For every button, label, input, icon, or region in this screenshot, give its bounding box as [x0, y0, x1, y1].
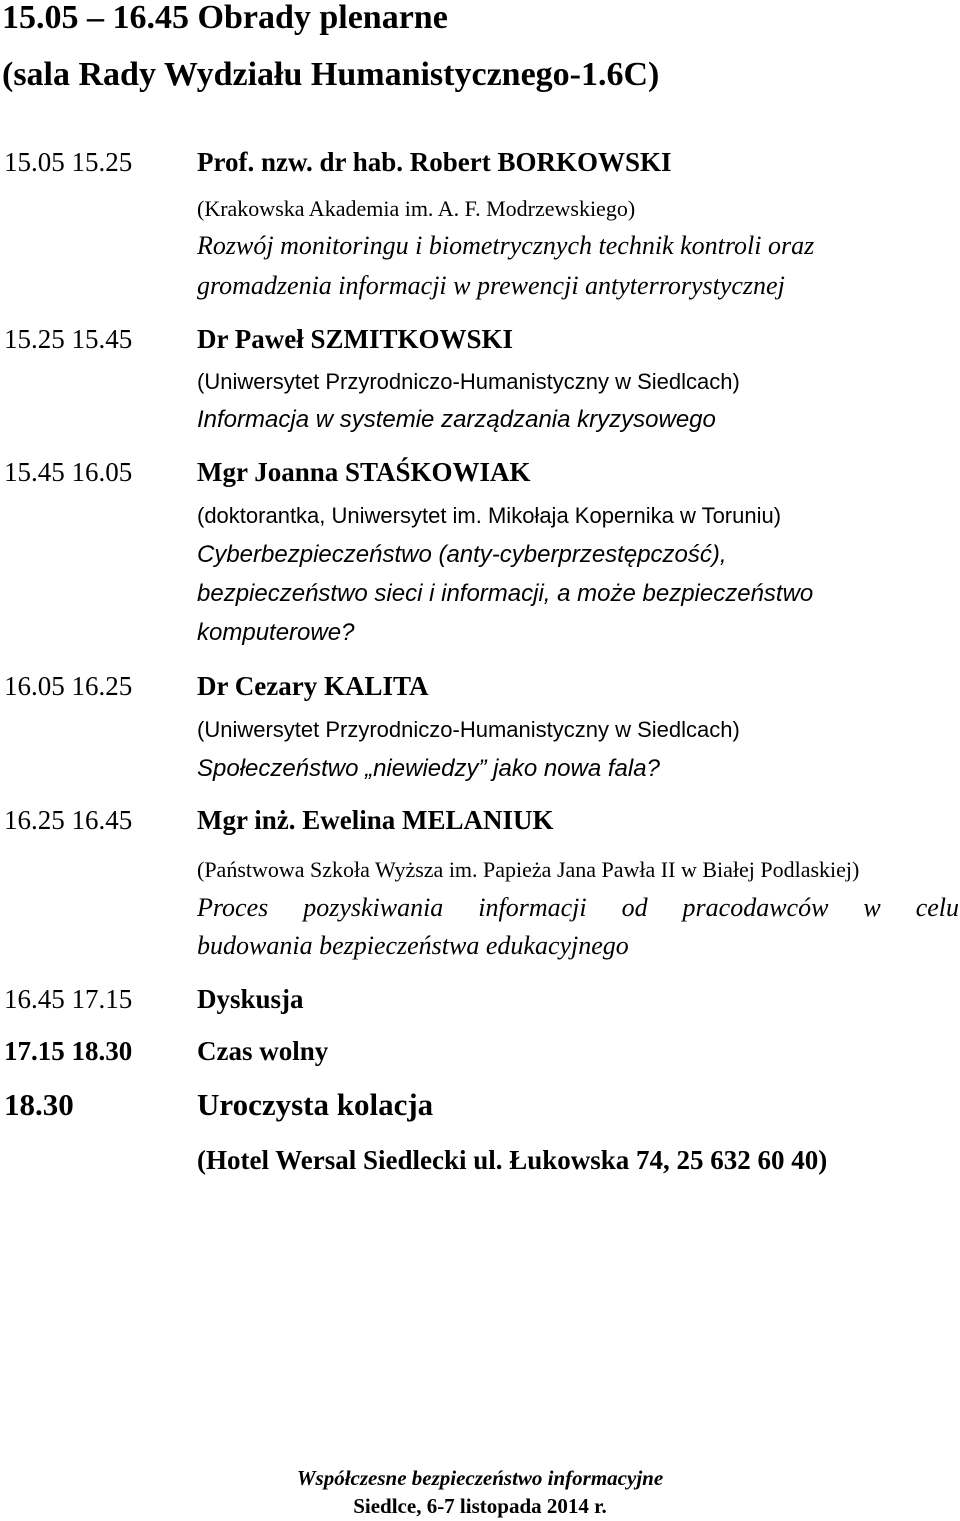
- talk-title-line: komputerowe?: [197, 619, 355, 646]
- session-time: 16.25 16.45: [4, 805, 133, 835]
- talk-title-line: Informacja w systemie zarządzania kryzysowego: [197, 406, 716, 433]
- session-time: 16.45 17.15: [4, 984, 133, 1014]
- session-time: 18.30: [4, 1087, 74, 1122]
- session-time: 16.05 16.25: [4, 671, 133, 701]
- session-heading: 15.05 – 16.45 Obrady plenarne: [2, 0, 448, 36]
- speaker-name: Mgr Joanna STAŚKOWIAK: [197, 457, 531, 487]
- talk-title-line: Proces pozyskiwania informacji od pracodawców w celu: [197, 893, 959, 922]
- speaker-name: Dr Cezary KALITA: [197, 671, 429, 701]
- session-time: 17.15 18.30: [4, 1036, 133, 1066]
- speaker-affiliation: (doktorantka, Uniwersytet im. Mikołaja Kopernika w Toruniu): [197, 503, 782, 528]
- speaker-affiliation: (Uniwersytet Przyrodniczo-Humanistyczny w Siedlcach): [197, 717, 740, 742]
- speaker-name: Prof. nzw. dr hab. Robert BORKOWSKI: [197, 147, 672, 177]
- talk-title-line: Rozwój monitoringu i biometrycznych technik kontroli oraz: [197, 231, 815, 260]
- speaker-affiliation: (Uniwersytet Przyrodniczo-Humanistyczny w Siedlcach): [197, 369, 740, 394]
- conference-title: Współczesne bezpieczeństwo informacyjne: [296, 1466, 664, 1490]
- agenda-item-free-time: Czas wolny: [197, 1036, 329, 1066]
- venue-address: (Hotel Wersal Siedlecki ul. Łukowska 74, 25 632 60 40): [197, 1145, 828, 1175]
- session-time: 15.25 15.45: [4, 324, 133, 354]
- session-time: 15.45 16.05: [4, 457, 133, 487]
- speaker-name: Dr Paweł SZMITKOWSKI: [197, 324, 514, 354]
- conference-place-date: Siedlce, 6-7 listopada 2014 r.: [353, 1494, 607, 1518]
- speaker-name: Mgr inż. Ewelina MELANIUK: [197, 805, 554, 835]
- talk-title-line: budowania bezpieczeństwa edukacyjnego: [197, 931, 629, 960]
- talk-title-line: Społeczeństwo „niewiedzy” jako nowa fala?: [197, 755, 660, 782]
- speaker-affiliation: (Krakowska Akademia im. A. F. Modrzewskiego): [197, 196, 636, 221]
- talk-title-line: bezpieczeństwo sieci i informacji, a może bezpieczeństwo: [197, 580, 814, 607]
- agenda-item-discussion: Dyskusja: [197, 984, 304, 1014]
- agenda-item-dinner: Uroczysta kolacja: [197, 1087, 434, 1122]
- session-time: 15.05 15.25: [4, 147, 133, 177]
- talk-title-line: gromadzenia informacji w prewencji antyterrorystycznej: [197, 271, 785, 300]
- session-room: (sala Rady Wydziału Humanistycznego-1.6C): [2, 56, 660, 93]
- speaker-affiliation: (Państwowa Szkoła Wyższa im. Papieża Jana Pawła II w Białej Podlaskiej): [197, 857, 860, 882]
- talk-title-line: Cyberbezpieczeństwo (anty-cyberprzestępczość),: [197, 541, 727, 568]
